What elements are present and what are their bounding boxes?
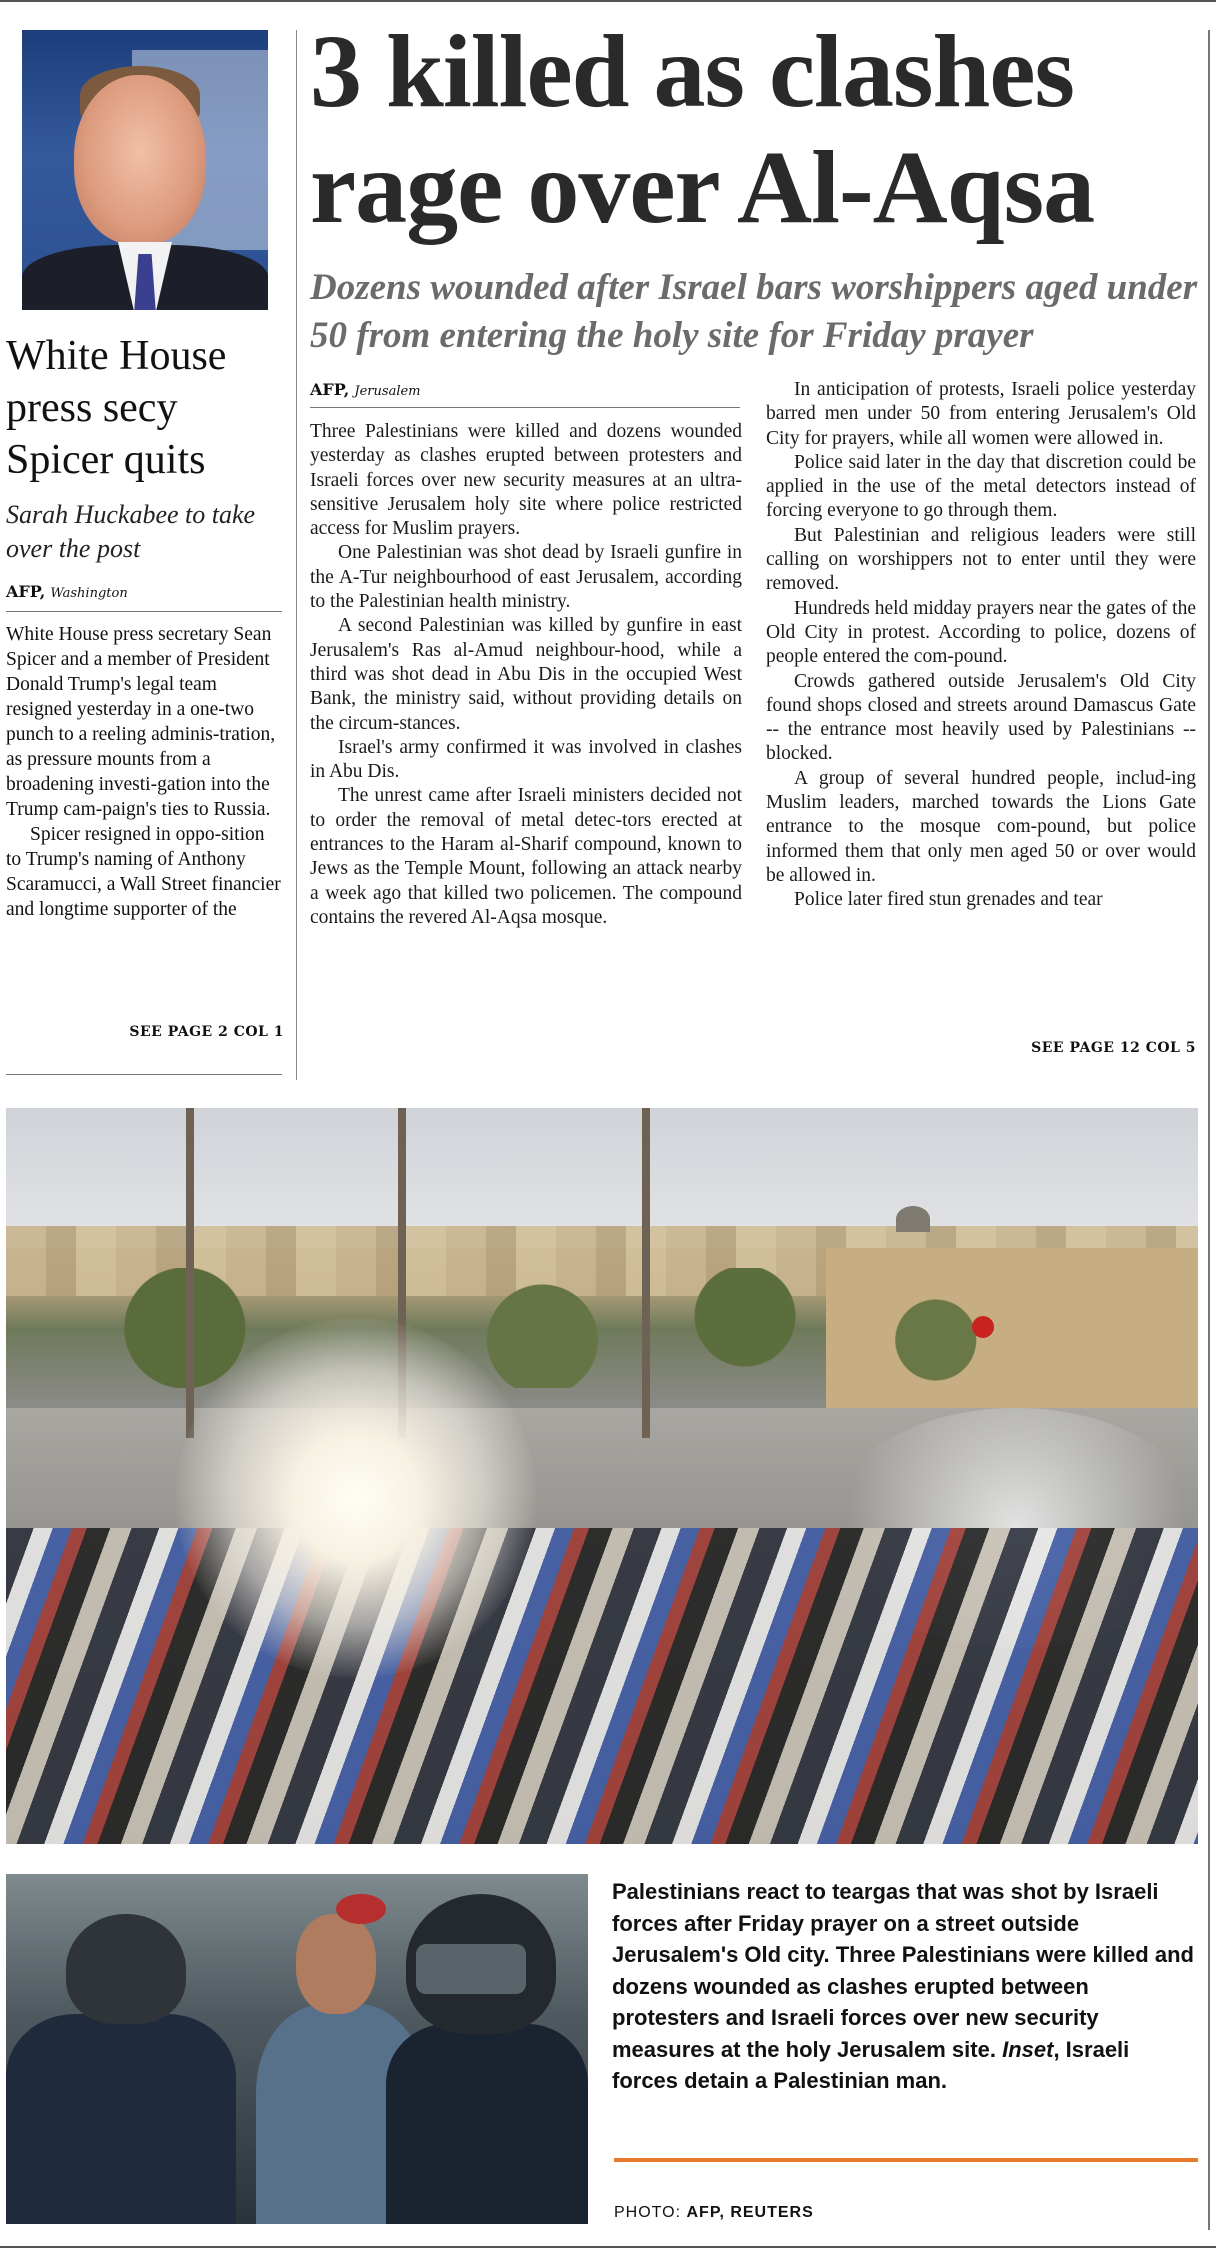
main-place: Jerusalem [354,384,421,399]
caption-inset-word: Inset [1002,2036,1054,2062]
sidebar-agency: AFP, [6,582,46,601]
photo-credit [614,2204,1198,2222]
body-paragraph: But Palestinian and religious leaders were still calling on worshippers not to enter until they were removed. [766,524,1196,595]
column-divider [296,30,297,1080]
body-paragraph: Israel's army confirmed it was involved in clashes in Abu Dis. [310,736,742,783]
body-paragraph: One Palestinian was shot dead by Israeli gunfire in the A-Tur neighbourhood of east Jerusalem, according to the Palestinian health ministry. [310,542,742,613]
main-deck: Dozens wounded after Israel bars worshippers aged under 50 from entering the holy site for Friday prayer [310,267,1198,356]
spicer-photo [22,30,268,310]
body-paragraph: A group of several hundred people, includ-ing Muslim leaders, marched towards the Lions Gate entrance to the mosque com-pound, but police informed them that only men aged 50 or over would be allowed in. [766,767,1196,886]
right-page-rule [1208,30,1210,2230]
caption-text-after: , Israeli forces detain a Palestinian man. [612,2036,1130,2093]
main-agency: AFP, [310,380,350,399]
body-paragraph: Police said later in the day that discretion could be applied in the use of the metal detectors instead of forcing everyone to go through them. [766,451,1196,522]
main-body-column-2 [766,378,1196,913]
main-body-column-1 [310,420,742,930]
sidebar-bottom-rule [6,1074,282,1075]
body-paragraph: Hundreds held midday prayers near the gates of the Old City in protest. According to police, dozens of people entered the com-pound. [766,597,1196,668]
top-rule [0,0,1216,2]
sidebar-body [6,622,284,922]
body-paragraph: Crowds gathered outside Jerusalem's Old City found shops closed and streets around Damascus Gate -- the entrance most heavily used by Palestinians -- blocked. [766,670,1196,765]
sidebar-paragraph: Spicer resigned in oppo-sition to Trump's naming of Anthony Scaramucci, a Wall Street financier and longtime supporter of the [6,824,281,920]
sidebar-headline: White House press secy Spicer quits [6,333,227,483]
caption-text: Palestinians react to teargas that was shot by Israeli forces after Friday prayer on a street outside Jerusalem's Old city. Three Palestinians were killed and dozens wounded as clashes erupted between protesters and Israeli forces over new security measures at the holy Jerusalem site. [612,1879,1194,2062]
sidebar-dateline [6,582,282,612]
body-paragraph: In anticipation of protests, Israeli police yesterday barred men under 50 from entering Jerusalem's Old City for prayers, while all women were allowed in. [766,379,1196,449]
sidebar-jump-line: SEE PAGE 2 COL 1 [129,1024,284,1040]
body-paragraph: Police later fired stun grenades and tear [794,889,1103,911]
photo-credit-label: PHOTO: [614,2204,682,2221]
inset-news-photo [6,1874,588,2224]
main-dateline [310,380,740,408]
sidebar-paragraph: White House press secretary Sean Spicer and a member of President Donald Trump's legal team resigned yesterday in a one-two punch to a reeling adminis-tration, as pressure mounts from a broadening investi-gation into the Trump cam-paign's ties to Russia. [6,624,276,820]
main-jump-line: SEE PAGE 12 COL 5 [1031,1040,1196,1056]
sidebar-deck: Sarah Huckabee to take over the post [6,500,256,563]
stop-sign-icon [972,1316,994,1338]
caption-accent-rule [614,2158,1198,2162]
main-news-photo [6,1108,1198,1844]
bottom-rule [0,2246,1216,2248]
body-paragraph: A second Palestinian was killed by gunfire in east Jerusalem's Ras al-Amud neighbour-hood, while a third was shot dead in Abu Dis in the occupied West Bank, the ministry said, without providing details on the circum-stances. [310,615,742,734]
body-paragraph: The unrest came after Israeli ministers decided not to order the removal of metal detec-tors erected at entrances to the Haram al-Sharif compound, known to Jews as the Temple Mount, following an attack nearby a week ago that killed two policemen. The compound contains the revered Al-Aqsa mosque. [310,785,742,928]
photo-credit-sources: AFP, REUTERS [686,2204,814,2221]
sidebar-place: Washington [50,586,128,601]
photo-caption [612,1876,1198,2097]
body-paragraph: Three Palestinians were killed and dozens wounded yesterday as clashes erupted between protesters and Israeli forces over new security measures at an ultra-sensitive Jerusalem holy site where police restricted access for Muslim prayers. [310,421,742,540]
main-headline: 3 killed as clashes rage over Al-Aqsa [310,14,1095,245]
